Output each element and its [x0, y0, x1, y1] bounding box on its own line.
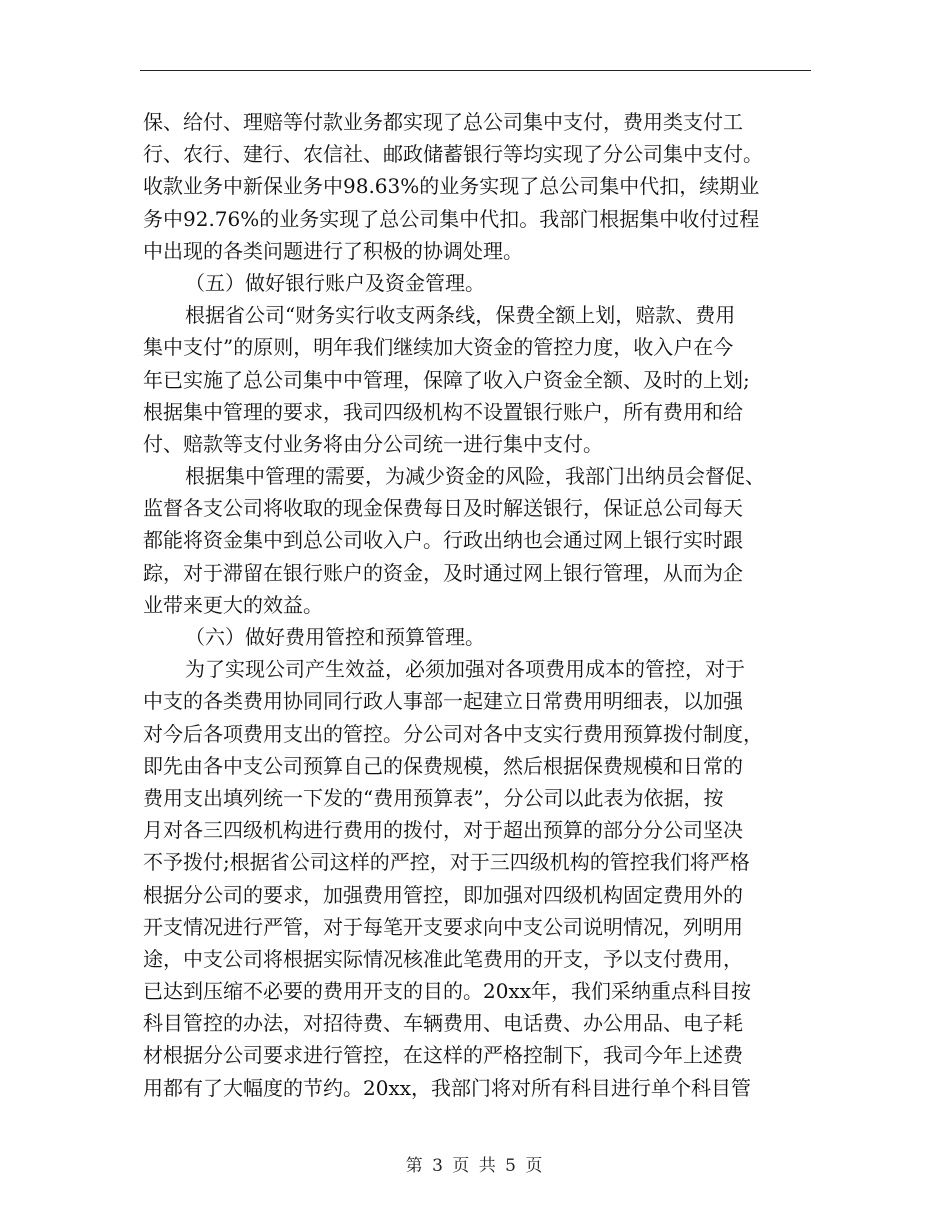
text-line: 不予拨付;根据省公司这样的严控，对于三四级机构的管控我们将严格 — [143, 850, 750, 875]
text-line: 对今后各项费用支出的管控。分公司对各中支实行费用预算拨付制度， — [143, 721, 763, 746]
page-footer: 第 3 页 共 5 页 — [405, 1156, 545, 1176]
text-line: 根据省公司“财务实行收支两条线，保费全额上划，赔款、费用 — [185, 303, 736, 328]
text-line: 开支情况进行严管，对于每笔开支要求向中支公司说明情况，列明用 — [143, 914, 743, 939]
text-line: 监督各支公司将收取的现金保费每日及时解送银行，保证总公司每天 — [143, 496, 743, 521]
text-line: （六）做好费用管控和预算管理。 — [185, 625, 485, 649]
text-line: 根据分公司的要求，加强费用管控，即加强对四级机构固定费用外的 — [143, 882, 743, 907]
text-line: 已达到压缩不必要的费用开支的目的。20xx年，我们采纳重点科目按 — [143, 979, 752, 1004]
text-line: 收款业务中新保业务中98.63%的业务实现了总公司集中代扣，续期业 — [143, 174, 760, 199]
text-line: 根据集中管理的需要，为减少资金的风险，我部门出纳员会督促、 — [185, 464, 765, 489]
text-line: 即先由各中支公司预算自己的保费规模，然后根据保费规模和日常的 — [143, 753, 743, 778]
text-line: 材根据分公司要求进行管控，在这样的严格控制下，我司今年上述费 — [143, 1043, 743, 1068]
header-rule — [140, 70, 811, 71]
text-line: 费用支出填列统一下发的“费用预算表”，分公司以此表为依据，按 — [143, 785, 724, 810]
text-line: 年已实施了总公司集中中管理，保障了收入户资金全额、及时的上划; — [143, 367, 750, 392]
text-line: 集中支付”的原则，明年我们继续加大资金的管控力度，收入户在今 — [143, 335, 734, 360]
text-line: 保、给付、理赔等付款业务都实现了总公司集中支付，费用类支付工 — [143, 110, 743, 134]
text-line: 业带来更大的效益。 — [143, 592, 323, 617]
text-line: 途，中支公司将根据实际情况核准此笔费用的开支，予以支付费用， — [143, 946, 743, 971]
text-line: 月对各三四级机构进行费用的拨付，对于超出预算的部分分公司坚决 — [143, 818, 743, 843]
text-line: 都能将资金集中到总公司收入户。行政出纳也会通过网上银行实时跟 — [143, 528, 743, 553]
text-line: 踪，对于滞留在银行账户的资金，及时通过网上银行管理，从而为企 — [143, 560, 743, 585]
text-line: 中出现的各类问题进行了积极的协调处理。 — [143, 238, 523, 263]
text-line: 务中92.76%的业务实现了总公司集中代扣。我部门根据集中收付过程 — [143, 206, 760, 231]
text-line: 科目管控的办法，对招待费、车辆费用、电话费、办公用品、电子耗 — [143, 1011, 743, 1036]
text-line: （五）做好银行账户及资金管理。 — [185, 270, 485, 295]
text-line: 中支的各类费用协同同行政人事部一起建立日常费用明细表，以加强 — [143, 689, 743, 714]
document-body — [143, 106, 815, 1104]
text-line: 行、农行、建行、农信社、邮政储蓄银行等均实现了分公司集中支付。 — [143, 142, 763, 167]
text-line: 为了实现公司产生效益，必须加强对各项费用成本的管控，对于 — [185, 657, 745, 682]
text-line: 根据集中管理的要求，我司四级机构不设置银行账户，所有费用和给 — [143, 399, 743, 424]
text-line: 用都有了大幅度的节约。20xx，我部门将对所有科目进行单个科目管 — [143, 1075, 752, 1100]
text-line: 付、赔款等支付业务将由分公司统一进行集中支付。 — [143, 431, 603, 456]
